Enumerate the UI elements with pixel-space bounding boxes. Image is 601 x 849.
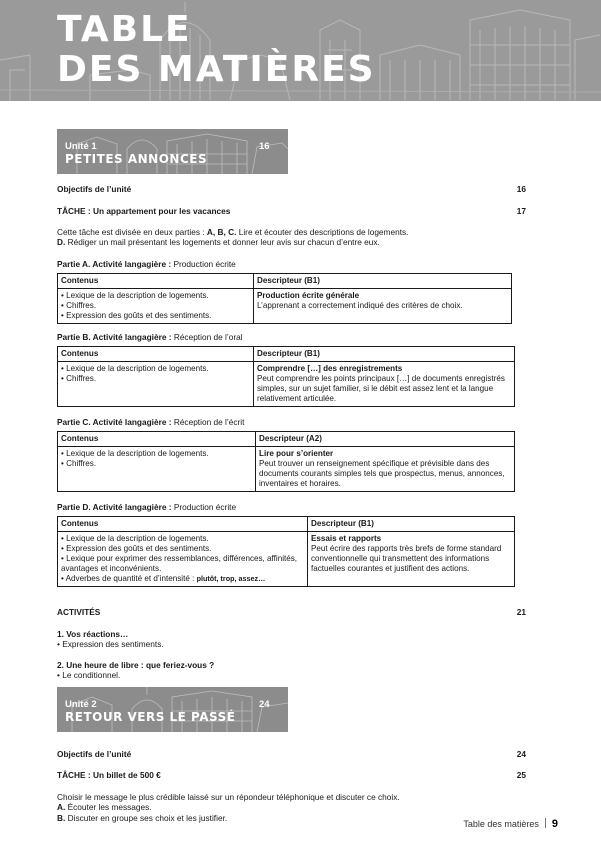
- toc-entry-label: Objectifs de l’unité: [57, 749, 132, 759]
- unit-page-number: 24: [259, 699, 270, 710]
- list-item: • Lexique de la description de logements.: [61, 291, 250, 301]
- list-item: • Lexique pour exprimer des ressemblances, différences, affinités, avantages et inconvénients.: [61, 554, 304, 574]
- contenus-cell: [58, 447, 256, 492]
- page-footer: [463, 818, 558, 829]
- toc-entry-page: 24: [516, 749, 526, 759]
- task-intro-line-2: D. Rédiger un mail présentant les logements et donner leur avis sur chacun d’entre eux.: [57, 237, 380, 248]
- activity-title: 1. Vos réactions…: [57, 629, 129, 639]
- toc-entry-activites[interactable]: [57, 607, 526, 617]
- footer-divider: [545, 818, 546, 828]
- task-intro: [57, 792, 526, 823]
- toc-entry-label: Objectifs de l’unité: [57, 184, 132, 194]
- contenus-cell: [58, 289, 254, 324]
- footer-page-number: 9: [551, 818, 558, 830]
- descripteur-text: Peut comprendre les points principaux […] de documents enregistrés simples, sur un sujet familier, si le débit est assez lent et la langue relativement articulée.: [257, 374, 505, 403]
- activity-2: [57, 660, 526, 681]
- title-line-1: TABLE: [57, 9, 192, 50]
- list-item: • Expression des goûts et des sentiments.: [61, 311, 250, 321]
- descripteur-title: Production écrite générale: [257, 291, 360, 300]
- toc-entry-tache[interactable]: [57, 206, 526, 216]
- page-title: [57, 10, 376, 90]
- column-header-descripteur: Descripteur (B1): [308, 517, 515, 532]
- descripteur-text: Peut trouver un renseignement spécifique et prévisible dans des documents courants simples tels que prospectus, menus, annonces, inventaires et horaires.: [259, 459, 505, 488]
- unit-label: Unité 2: [65, 699, 97, 710]
- toc-entry-label: ACTIVITÉS: [57, 607, 101, 617]
- activity-item: • Expression des sentiments.: [57, 639, 164, 650]
- task-intro-line-1: Cette tâche est divisée en deux parties : A, B, C. Lire et écouter des descriptions de logements.: [57, 227, 409, 237]
- descripteur-cell: [308, 532, 515, 587]
- column-header-descripteur: Descripteur (A2): [256, 432, 515, 447]
- task-intro-line: Choisir le message le plus crédible laissé sur un répondeur téléphonique et discuter ce choix.: [57, 792, 400, 802]
- part-c-heading: Partie C. Activité langagière : Réception de l’écrit: [57, 417, 245, 427]
- column-header-contenus: Contenus: [58, 274, 254, 289]
- part-b-heading: Partie B. Activité langagière : Réception de l’oral: [57, 332, 243, 342]
- descripteur-title: Comprendre […] des enregistrements: [257, 364, 403, 373]
- part-d-heading: Partie D. Activité langagière : Production écrite: [57, 502, 237, 512]
- column-header-contenus: Contenus: [58, 432, 256, 447]
- descripteur-text: L’apprenant a correctement indiqué des critères de choix.: [257, 301, 463, 310]
- part-a-heading: Partie A. Activité langagière : Production écrite: [57, 259, 236, 269]
- list-item: • Chiffres.: [61, 459, 252, 469]
- task-step-a: A. Écouter les messages.: [57, 802, 152, 813]
- toc-entry-page: 16: [516, 184, 526, 194]
- contenus-cell: [58, 362, 254, 407]
- column-header-descripteur: Descripteur (B1): [254, 274, 512, 289]
- list-item: • Adverbes de quantité et d’intensité : plutôt, trop, assez…: [61, 574, 304, 584]
- list-item: • Lexique de la description de logements.: [61, 534, 304, 544]
- toc-entry-tache[interactable]: [57, 770, 526, 780]
- descripteur-title: Lire pour s’orienter: [259, 449, 334, 458]
- unit-page-number: 16: [259, 141, 270, 152]
- list-item: • Lexique de la description de logements.: [61, 364, 250, 374]
- toc-entry-page: 17: [516, 206, 526, 216]
- activity-item: • Le conditionnel.: [57, 670, 121, 681]
- descripteur-cell: [254, 362, 515, 407]
- descripteur-cell: [254, 289, 512, 324]
- part-b-table: [57, 346, 515, 407]
- unit-title: RETOUR VERS LE PASSÉ: [65, 710, 236, 724]
- unit-2-banner[interactable]: [57, 687, 288, 732]
- task-intro: [57, 227, 526, 248]
- title-line-2: DES MATIÈRES: [57, 49, 376, 90]
- toc-entry-label: TÂCHE : Un appartement pour les vacances: [57, 206, 231, 216]
- column-header-descripteur: Descripteur (B1): [254, 347, 515, 362]
- contenus-cell: [58, 532, 308, 587]
- toc-entry-page: 25: [516, 770, 526, 780]
- page-header: [0, 0, 601, 101]
- task-step-b: B. Discuter en groupe ses choix et les justifier.: [57, 812, 228, 823]
- activity-title: 2. Une heure de libre : que feriez-vous ?: [57, 660, 215, 670]
- part-c-table: [57, 431, 515, 492]
- toc-entry-objectifs[interactable]: [57, 749, 526, 759]
- activity-1: [57, 629, 526, 650]
- list-item: • Chiffres.: [61, 301, 250, 311]
- descripteur-title: Essais et rapports: [311, 534, 382, 543]
- unit-1-banner[interactable]: [57, 129, 288, 174]
- descripteur-cell: [256, 447, 515, 492]
- list-item: • Expression des goûts et des sentiments.: [61, 544, 304, 554]
- footer-label: Table des matières: [463, 819, 539, 829]
- list-item: • Chiffres.: [61, 374, 250, 384]
- descripteur-text: Peut écrire des rapports très brefs de forme standard conventionnelle qui transmettent des informations factuelles courantes et justifient des actions.: [311, 544, 502, 573]
- column-header-contenus: Contenus: [58, 517, 308, 532]
- unit-title: PETITES ANNONCES: [65, 152, 208, 166]
- toc-entry-label: TÂCHE : Un billet de 500 €: [57, 770, 161, 780]
- list-item: • Lexique de la description de logements.: [61, 449, 252, 459]
- part-a-table: [57, 273, 512, 324]
- toc-entry-page: 21: [516, 607, 526, 617]
- toc-entry-objectifs[interactable]: [57, 184, 526, 194]
- column-header-contenus: Contenus: [58, 347, 254, 362]
- part-d-table: [57, 516, 515, 587]
- unit-label: Unité 1: [65, 141, 97, 152]
